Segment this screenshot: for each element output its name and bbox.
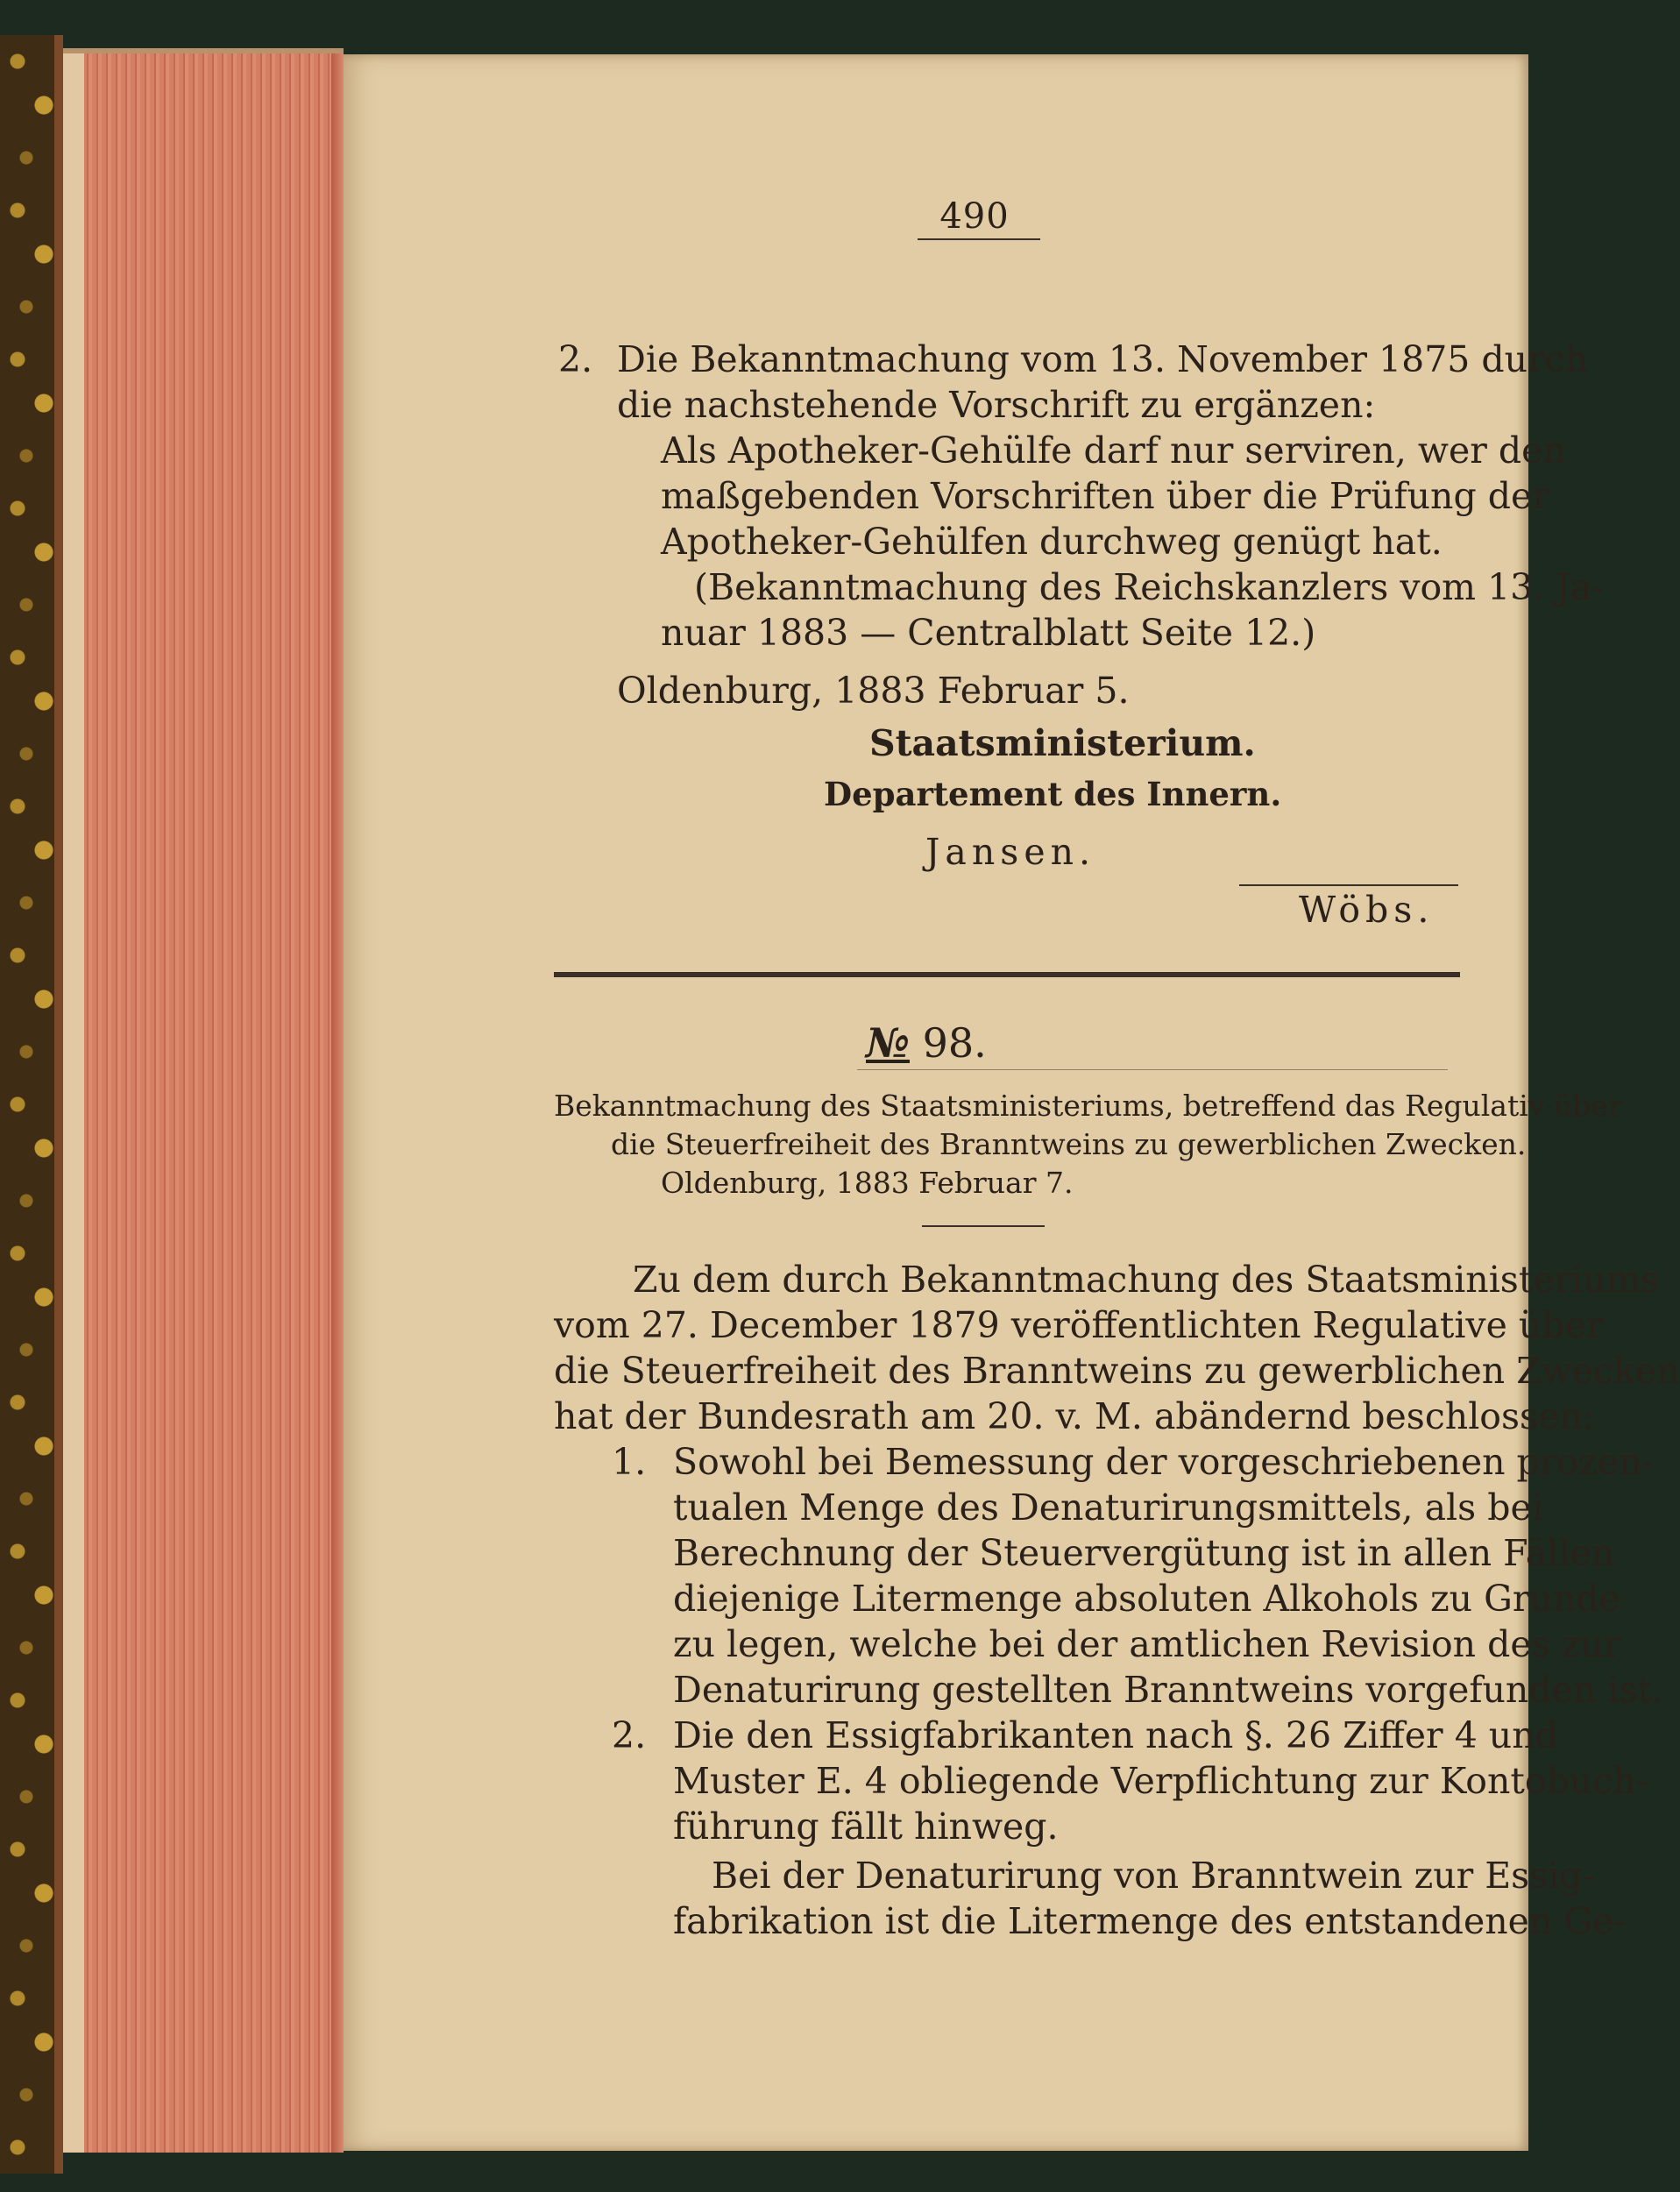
closing-line: fabrikation ist die Litermenge des entstandenen Ge-: [673, 1900, 1627, 1942]
item-line: tualen Menge des Denaturirungsmittels, als bei: [673, 1486, 1543, 1529]
text-line: nuar 1883 — Centralblatt Seite 12.): [661, 612, 1316, 654]
department: Departement des Innern.: [824, 775, 1282, 813]
item-line: führung fällt hinweg.: [673, 1805, 1059, 1848]
item-line: Muster E. 4 obliegende Verpflichtung zur Kontobuch-: [673, 1760, 1648, 1802]
page-number: 490: [939, 196, 1010, 237]
number-sign: №: [866, 1019, 910, 1067]
intro-line: vom 27. December 1879 veröffentlichten Regulative über: [554, 1304, 1604, 1346]
signatory: Jansen.: [925, 831, 1096, 873]
section-place-date: Oldenburg, 1883 Februar 7.: [661, 1166, 1074, 1200]
item-line: diejenige Litermenge absoluten Alkohols zu Grunde: [673, 1578, 1620, 1620]
signature-rule: [1239, 884, 1458, 886]
text-line: die nachstehende Vorschrift zu ergänzen:: [617, 384, 1376, 426]
authority: Staatsministerium.: [869, 722, 1256, 764]
section-title-line: Bekanntmachung des Staatsministeriums, betreffend das Regulativ über: [554, 1089, 1622, 1123]
item-line: Sowohl bei Bemessung der vorgeschriebenen prozen-: [673, 1441, 1655, 1483]
book-page: [344, 54, 1680, 2151]
section-number: [866, 1020, 987, 1066]
item-line: zu legen, welche bei der amtlichen Revision des zur: [673, 1623, 1621, 1665]
text-line: Als Apotheker-Gehülfe darf nur serviren, wer den: [661, 429, 1566, 472]
text-line: Die Bekanntmachung vom 13. November 1875 durch: [617, 338, 1589, 380]
text-line: (Bekanntmachung des Reichskanzlers vom 13. Ja-: [694, 566, 1605, 608]
intro-line: Zu dem durch Bekanntmachung des Staatsministeriums: [633, 1259, 1659, 1301]
title-rule: [922, 1225, 1045, 1227]
book-cover-marbled: [0, 35, 63, 2174]
section-divider: [554, 972, 1460, 977]
item-line: Berechnung der Steuervergütung ist in allen Fällen: [673, 1532, 1615, 1574]
item-line: Denaturirung gestellten Branntweins vorgefunden ist.: [673, 1669, 1663, 1711]
heading-rule: [857, 1069, 1448, 1070]
item-number: 2.: [558, 338, 593, 380]
countersignatory: Wöbs.: [1299, 889, 1435, 931]
text-line: Apotheker-Gehülfen durchweg genügt hat.: [661, 521, 1443, 563]
section-title-line: die Steuerfreiheit des Branntweins zu gewerblichen Zwecken.: [611, 1127, 1527, 1161]
intro-line: die Steuerfreiheit des Branntweins zu gewerblichen Zwecken: [554, 1350, 1680, 1392]
intro-line: hat der Bundesrath am 20. v. M. abändernd beschlossen:: [554, 1395, 1595, 1437]
place-date: Oldenburg, 1883 Februar 5.: [617, 670, 1130, 712]
page-number-rule: [918, 238, 1040, 240]
page-edges: [63, 48, 344, 2153]
item-line: Die den Essigfabrikanten nach §. 26 Ziffer 4 und: [673, 1714, 1558, 1756]
text-line: maßgebenden Vorschriften über die Prüfung der: [661, 475, 1549, 517]
item-number: 2.: [612, 1714, 647, 1756]
item-number: 1.: [612, 1441, 647, 1483]
section-number-value: 98.: [922, 1019, 987, 1067]
closing-line: Bei der Denaturirung von Branntwein zur Essig-: [712, 1855, 1595, 1897]
